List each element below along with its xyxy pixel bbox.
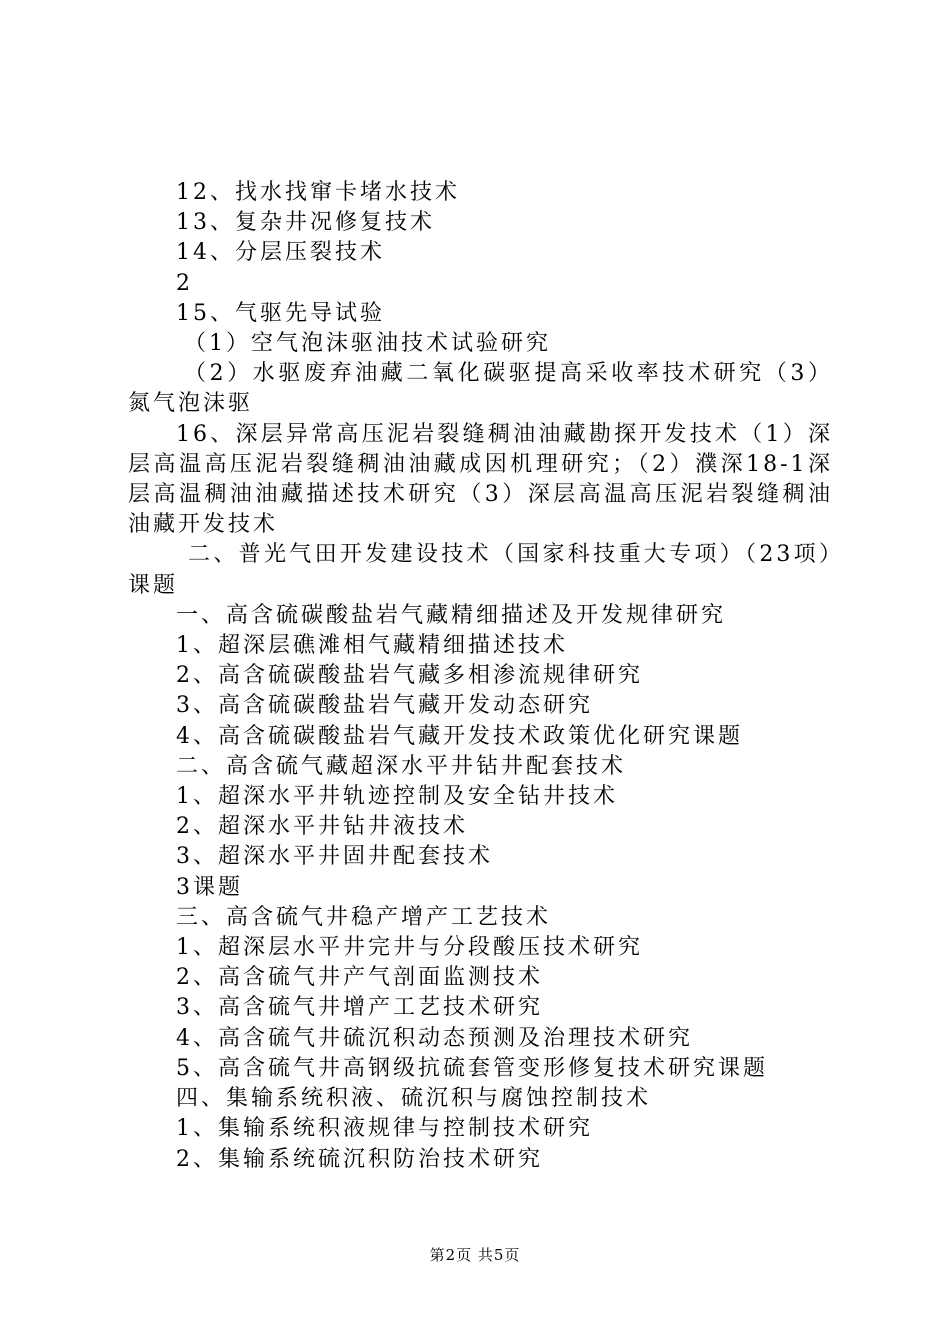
- list-item: （1）空气泡沫驱油技术试验研究: [184, 331, 551, 357]
- paragraph: （2）水驱废弃油藏二氧化碳驱提高采收率技术研究（3）氮气泡沫驱: [128, 361, 833, 417]
- list-item: 5、高含硫气井高钢级抗硫套管变形修复技术研究课题: [176, 1055, 768, 1081]
- section-heading: 15、气驱先导试验: [176, 300, 385, 326]
- list-item: 3、高含硫气井增产工艺技术研究: [176, 995, 543, 1021]
- list-item: 2、高含硫碳酸盐岩气藏多相渗流规律研究: [176, 663, 643, 689]
- paragraph: 16、深层异常高压泥岩裂缝稠油油藏勘探开发技术（1）深层高温高压泥岩裂缝稠油油藏成因机理研究；（2）濮深18-1深层高温稠油油藏描述技术研究（3）深层高温高压泥岩裂缝稠油油藏开发技术: [128, 421, 833, 538]
- page-fragment-number: 2: [176, 270, 193, 296]
- list-item: 2、集输系统硫沉积防治技术研究: [176, 1146, 543, 1172]
- page-footer: 第2页 共5页: [429, 1246, 521, 1264]
- list-item: 1、超深层礁滩相气藏精细描述技术: [176, 633, 568, 659]
- list-item: 2、超深水平井钻井液技术: [176, 814, 468, 840]
- subsection-heading: 二、高含硫气藏超深水平井钻井配套技术: [176, 753, 627, 779]
- list-item: 3、超深水平井固井配套技术: [176, 844, 493, 870]
- subsection-heading: 一、高含硫碳酸盐岩气藏精细描述及开发规律研究: [176, 602, 727, 628]
- list-item: 13、复杂井况修复技术: [176, 210, 435, 236]
- list-item: 4、高含硫碳酸盐岩气藏开发技术政策优化研究课题: [176, 723, 743, 749]
- subsection-heading: 三、高含硫气井稳产增产工艺技术: [176, 904, 552, 930]
- subsection-heading: 四、集输系统积液、硫沉积与腐蚀控制技术: [176, 1086, 652, 1112]
- list-item: 1、超深水平井轨迹控制及安全钻井技术: [176, 784, 618, 810]
- list-item: 3、高含硫碳酸盐岩气藏开发动态研究: [176, 693, 593, 719]
- section-heading: 二、普光气田开发建设技术（国家科技重大专项）（23项）课题: [128, 542, 833, 598]
- document-body: [128, 178, 833, 1175]
- list-item: 1、集输系统积液规律与控制技术研究: [176, 1116, 593, 1142]
- list-item: 14、分层压裂技术: [176, 240, 385, 266]
- list-item: 1、超深层水平井完井与分段酸压技术研究: [176, 935, 643, 961]
- list-item: 12、找水找窜卡堵水技术: [176, 180, 460, 205]
- page-fragment-number: 3课题: [176, 874, 243, 900]
- list-item: 2、高含硫气井产气剖面监测技术: [176, 965, 543, 991]
- list-item: 4、高含硫气井硫沉积动态预测及治理技术研究: [176, 1025, 693, 1051]
